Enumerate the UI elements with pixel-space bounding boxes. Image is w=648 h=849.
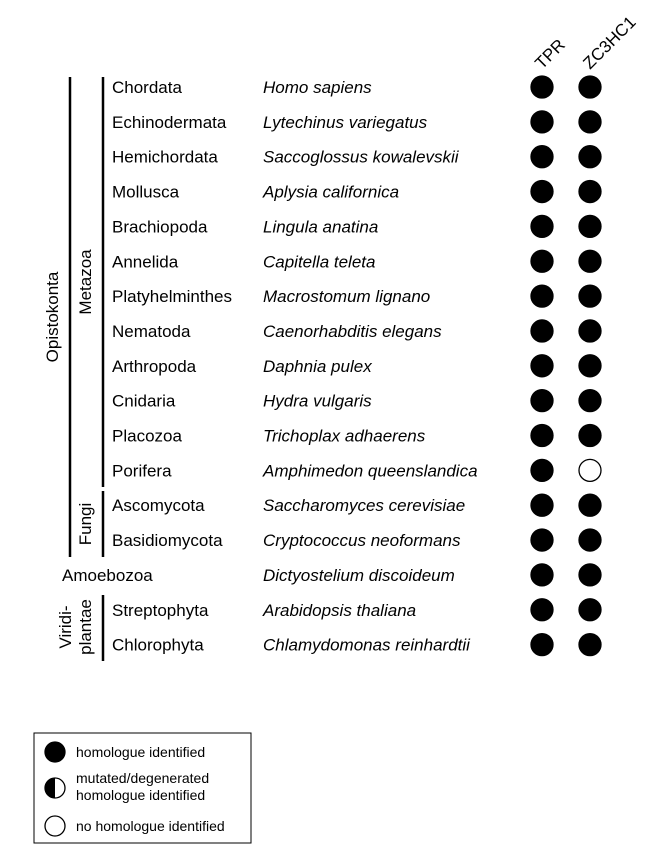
species-label: Aplysia californica [263,182,400,202]
table-row [112,285,601,307]
zc3hc1-homologue-identified-circle [579,529,601,551]
zc3hc1-homologue-identified-circle [579,494,601,516]
opistokonta-label: Opistokonta [43,271,62,363]
tpr-homologue-identified-circle [531,111,553,133]
zc3hc1-homologue-identified-circle [579,599,601,621]
species-label: Capitella teleta [263,252,376,272]
phylum-label: Ascomycota [112,496,205,516]
zc3hc1-homologue-identified-circle [579,564,601,586]
phylum-label: Chordata [112,78,182,97]
tpr-homologue-identified-circle [531,181,553,203]
zc3hc1-homologue-identified-circle [579,285,601,307]
phylum-label: Cnidaria [112,391,176,411]
legend [34,733,251,843]
zc3hc1-homologue-identified-circle [579,425,601,447]
table-row [62,564,601,586]
species-label: Cryptococcus neoformans [263,531,461,551]
table-row [112,355,601,377]
table-row [112,425,601,447]
phylum-label: Mollusca [112,182,180,202]
viridiplantae-label-line2: plantae [76,599,95,655]
phylum-label: Streptophyta [112,600,209,620]
legend-empty-circle-icon [45,816,65,836]
zc3hc1-homologue-identified-circle [579,76,601,98]
table-row [112,250,601,272]
zc3hc1-homologue-identified-circle [579,250,601,272]
species-label: Saccoglossus kowalevskii [263,147,459,167]
phylum-label: Hemichordata [112,147,218,167]
table-row [112,76,601,98]
zc3hc1-homologue-identified-circle [579,146,601,168]
zc3hc1-homologue-identified-circle [579,320,601,342]
tpr-homologue-identified-circle [531,529,553,551]
species-label: Arabidopsis thaliana [263,600,417,620]
zc3hc1-homologue-identified-circle [579,390,601,412]
column-header-tpr: TPR [531,35,569,73]
tpr-homologue-identified-circle [531,320,553,342]
column-headers [531,13,639,73]
tpr-homologue-identified-circle [531,599,553,621]
species-label: Daphnia pulex [263,356,372,376]
legend-filled-circle-icon [45,742,65,762]
zc3hc1-no-homologue-circle [579,459,601,481]
species-label: Amphimedon queenslandica [263,461,478,481]
tpr-homologue-identified-circle [531,355,553,377]
species-label: Lingula anatina [263,217,379,237]
tpr-homologue-identified-circle [531,146,553,168]
tpr-homologue-identified-circle [531,76,553,98]
table-row [112,599,601,621]
table-row [112,390,601,412]
table-row [112,111,601,133]
table-row [112,494,601,516]
tpr-homologue-identified-circle [531,215,553,237]
phylum-label: Placozoa [112,426,182,446]
species-label: Macrostomum lignano [263,287,431,307]
column-header-zc3hc1: ZC3HC1 [579,12,640,73]
species-label: Dictyostelium discoideum [263,565,455,585]
tpr-homologue-identified-circle [531,459,553,481]
taxa-rows [62,76,601,656]
legend-half-circle-icon [45,778,65,798]
zc3hc1-homologue-identified-circle [579,634,601,656]
phylum-label: Annelida [112,252,179,272]
table-row [112,181,601,203]
tpr-homologue-identified-circle [531,494,553,516]
table-row [112,459,601,481]
phylum-label: Chlorophyta [112,635,204,655]
legend-mutated-label-line2: homologue identified [76,787,206,803]
phylum-label: Porifera [112,461,172,481]
tpr-homologue-identified-circle [531,634,553,656]
tpr-homologue-identified-circle [531,564,553,586]
metazoa-label: Metazoa [76,249,95,315]
phylum-label: Platyhelminthes [112,287,233,307]
viridiplantae-label-line1: Viridi- [56,605,75,649]
zc3hc1-homologue-identified-circle [579,355,601,377]
table-row [112,146,601,168]
legend-mutated-label-line1: mutated/degenerated [76,770,210,786]
table-row [112,634,601,656]
species-label: Caenorhabditis elegans [263,321,442,341]
phylum-label: Basidiomycota [112,531,223,551]
species-label: Chlamydomonas reinhardtii [263,635,470,655]
species-label: Homo sapiens [263,78,372,97]
tpr-homologue-identified-circle [531,390,553,412]
phylum-label: Brachiopoda [112,217,208,237]
species-label: Hydra vulgaris [263,391,372,411]
tpr-homologue-identified-circle [531,425,553,447]
phylum-label: Amoebozoa [62,565,153,585]
table-row [112,215,601,237]
legend-none-label: no homologue identified [76,818,225,834]
fungi-label: Fungi [76,502,95,546]
tpr-homologue-identified-circle [531,285,553,307]
species-label: Trichoplax adhaerens [263,426,426,446]
legend-identified-label: homologue identified [76,744,206,760]
tpr-homologue-identified-circle [531,250,553,272]
species-label: Lytechinus variegatus [263,112,428,132]
species-label: Saccharomyces cerevisiae [263,496,466,516]
zc3hc1-homologue-identified-circle [579,215,601,237]
phylum-label: Echinodermata [112,112,227,132]
phylum-label: Nematoda [112,321,191,341]
zc3hc1-homologue-identified-circle [579,111,601,133]
phylum-label: Arthropoda [112,356,197,376]
zc3hc1-homologue-identified-circle [579,181,601,203]
table-row [112,320,601,342]
table-row [112,529,601,551]
